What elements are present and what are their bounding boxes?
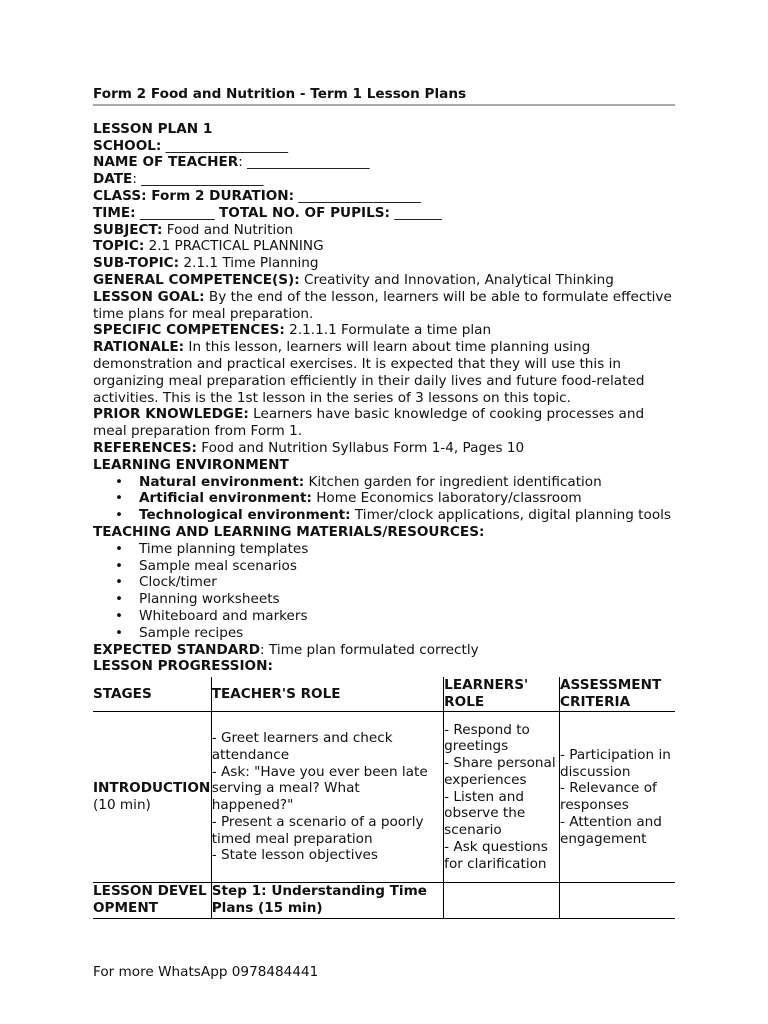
rationale-paragraph: RATIONALE: In this lesson, learners will learn about time planning using demonstration and practical exercises. It is expected that they will use this in organizing meal preparation efficiently in their daily lives and future food-related activities. This is the 1st lesson in the series of 3 lessons on this topic. (93, 339, 645, 406)
date-line: DATE: __________________ (93, 171, 264, 188)
materials-heading: TEACHING AND LEARNING MATERIALS/RESOURCES: (93, 523, 485, 540)
general-competence-line: GENERAL COMPETENCE(S): Creativity and Innovation, Analytical Thinking (93, 271, 614, 288)
table-row (93, 712, 675, 883)
subject-line: SUBJECT: Food and Nutrition (93, 221, 294, 238)
dev-learners-role (444, 883, 560, 919)
header-assessment-criteria: ASSESSMENT CRITERIA (560, 677, 675, 712)
dev-assessment-criteria (560, 883, 675, 919)
intro-assessment-criteria: - Participation in discussion - Relevance of responses - Attention and engagement (560, 712, 675, 883)
expected-standard-line: EXPECTED STANDARD: Time plan formulated correctly (93, 641, 479, 658)
footer-contact: For more WhatsApp 0978484441 (93, 964, 319, 980)
class-line: CLASS: Form 2 DURATION: __________________ (93, 187, 421, 204)
materials-list (93, 541, 675, 642)
list-item: • Artificial environment: Home Economics laboratory/classroom (139, 490, 675, 507)
document-page (93, 86, 675, 919)
references-line: REFERENCES: Food and Nutrition Syllabus Form 1-4, Pages 10 (93, 439, 525, 456)
subtopic-line: SUB-TOPIC: 2.1.1 Time Planning (93, 255, 319, 272)
prior-knowledge-paragraph: PRIOR KNOWLEDGE: Learners have basic knowledge of cooking processes and meal preparation from Form 1. (93, 406, 645, 440)
lesson-plan-heading: LESSON PLAN 1 (93, 120, 213, 137)
lesson-progression-heading: LESSON PROGRESSION: (93, 658, 273, 675)
learning-environment-list (93, 474, 675, 524)
lesson-progression-table (93, 677, 675, 919)
specific-competences-line: SPECIFIC COMPETENCES: 2.1.1.1 Formulate a time plan (93, 322, 492, 339)
list-item: • Technological environment: Timer/clock applications, digital planning tools (139, 507, 675, 524)
time-line: TIME: ___________ TOTAL NO. OF PUPILS: _______ (93, 204, 442, 221)
table-row (93, 883, 675, 919)
school-line: SCHOOL: __________________ (93, 137, 289, 154)
lesson-goal-line: LESSON GOAL: By the end of the lesson, learners will be able to formulate effective time plans for meal preparation. (93, 288, 672, 322)
document-title: Form 2 Food and Nutrition - Term 1 Lesson Plans (93, 86, 675, 106)
header-stages: STAGES (93, 677, 211, 712)
list-item: • Time planning templates (139, 541, 675, 558)
topic-line: TOPIC: 2.1 PRACTICAL PLANNING (93, 238, 324, 255)
dev-teacher-role: Step 1: Understanding Time Plans (15 min) (211, 883, 443, 919)
list-item: • Sample recipes (139, 625, 675, 642)
header-teachers-role: TEACHER'S ROLE (211, 677, 443, 712)
list-item: • Whiteboard and markers (139, 608, 675, 625)
list-item: • Natural environment: Kitchen garden for ingredient identification (139, 474, 675, 491)
header-learners-role: LEARNERS' ROLE (444, 677, 560, 712)
stage-introduction: INTRODUCTION (10 min) (93, 712, 211, 883)
table-header-row (93, 677, 675, 712)
learning-environment-heading: LEARNING ENVIRONMENT (93, 456, 289, 473)
list-item: • Sample meal scenarios (139, 558, 675, 575)
list-item: • Clock/timer (139, 574, 675, 591)
stage-lesson-development: LESSON DEVELOPMENT (93, 883, 211, 919)
list-item: • Planning worksheets (139, 591, 675, 608)
intro-learners-role: - Respond to greetings - Share personal experiences - Listen and observe the scenario - Ask questions for clarification (444, 712, 560, 883)
teacher-line: NAME OF TEACHER: __________________ (93, 154, 370, 171)
intro-teacher-role: - Greet learners and check attendance - Ask: "Have you ever been late serving a meal? What happened?" - Present a scenario of a poorly timed meal preparation - State lesson objectives (211, 712, 443, 883)
